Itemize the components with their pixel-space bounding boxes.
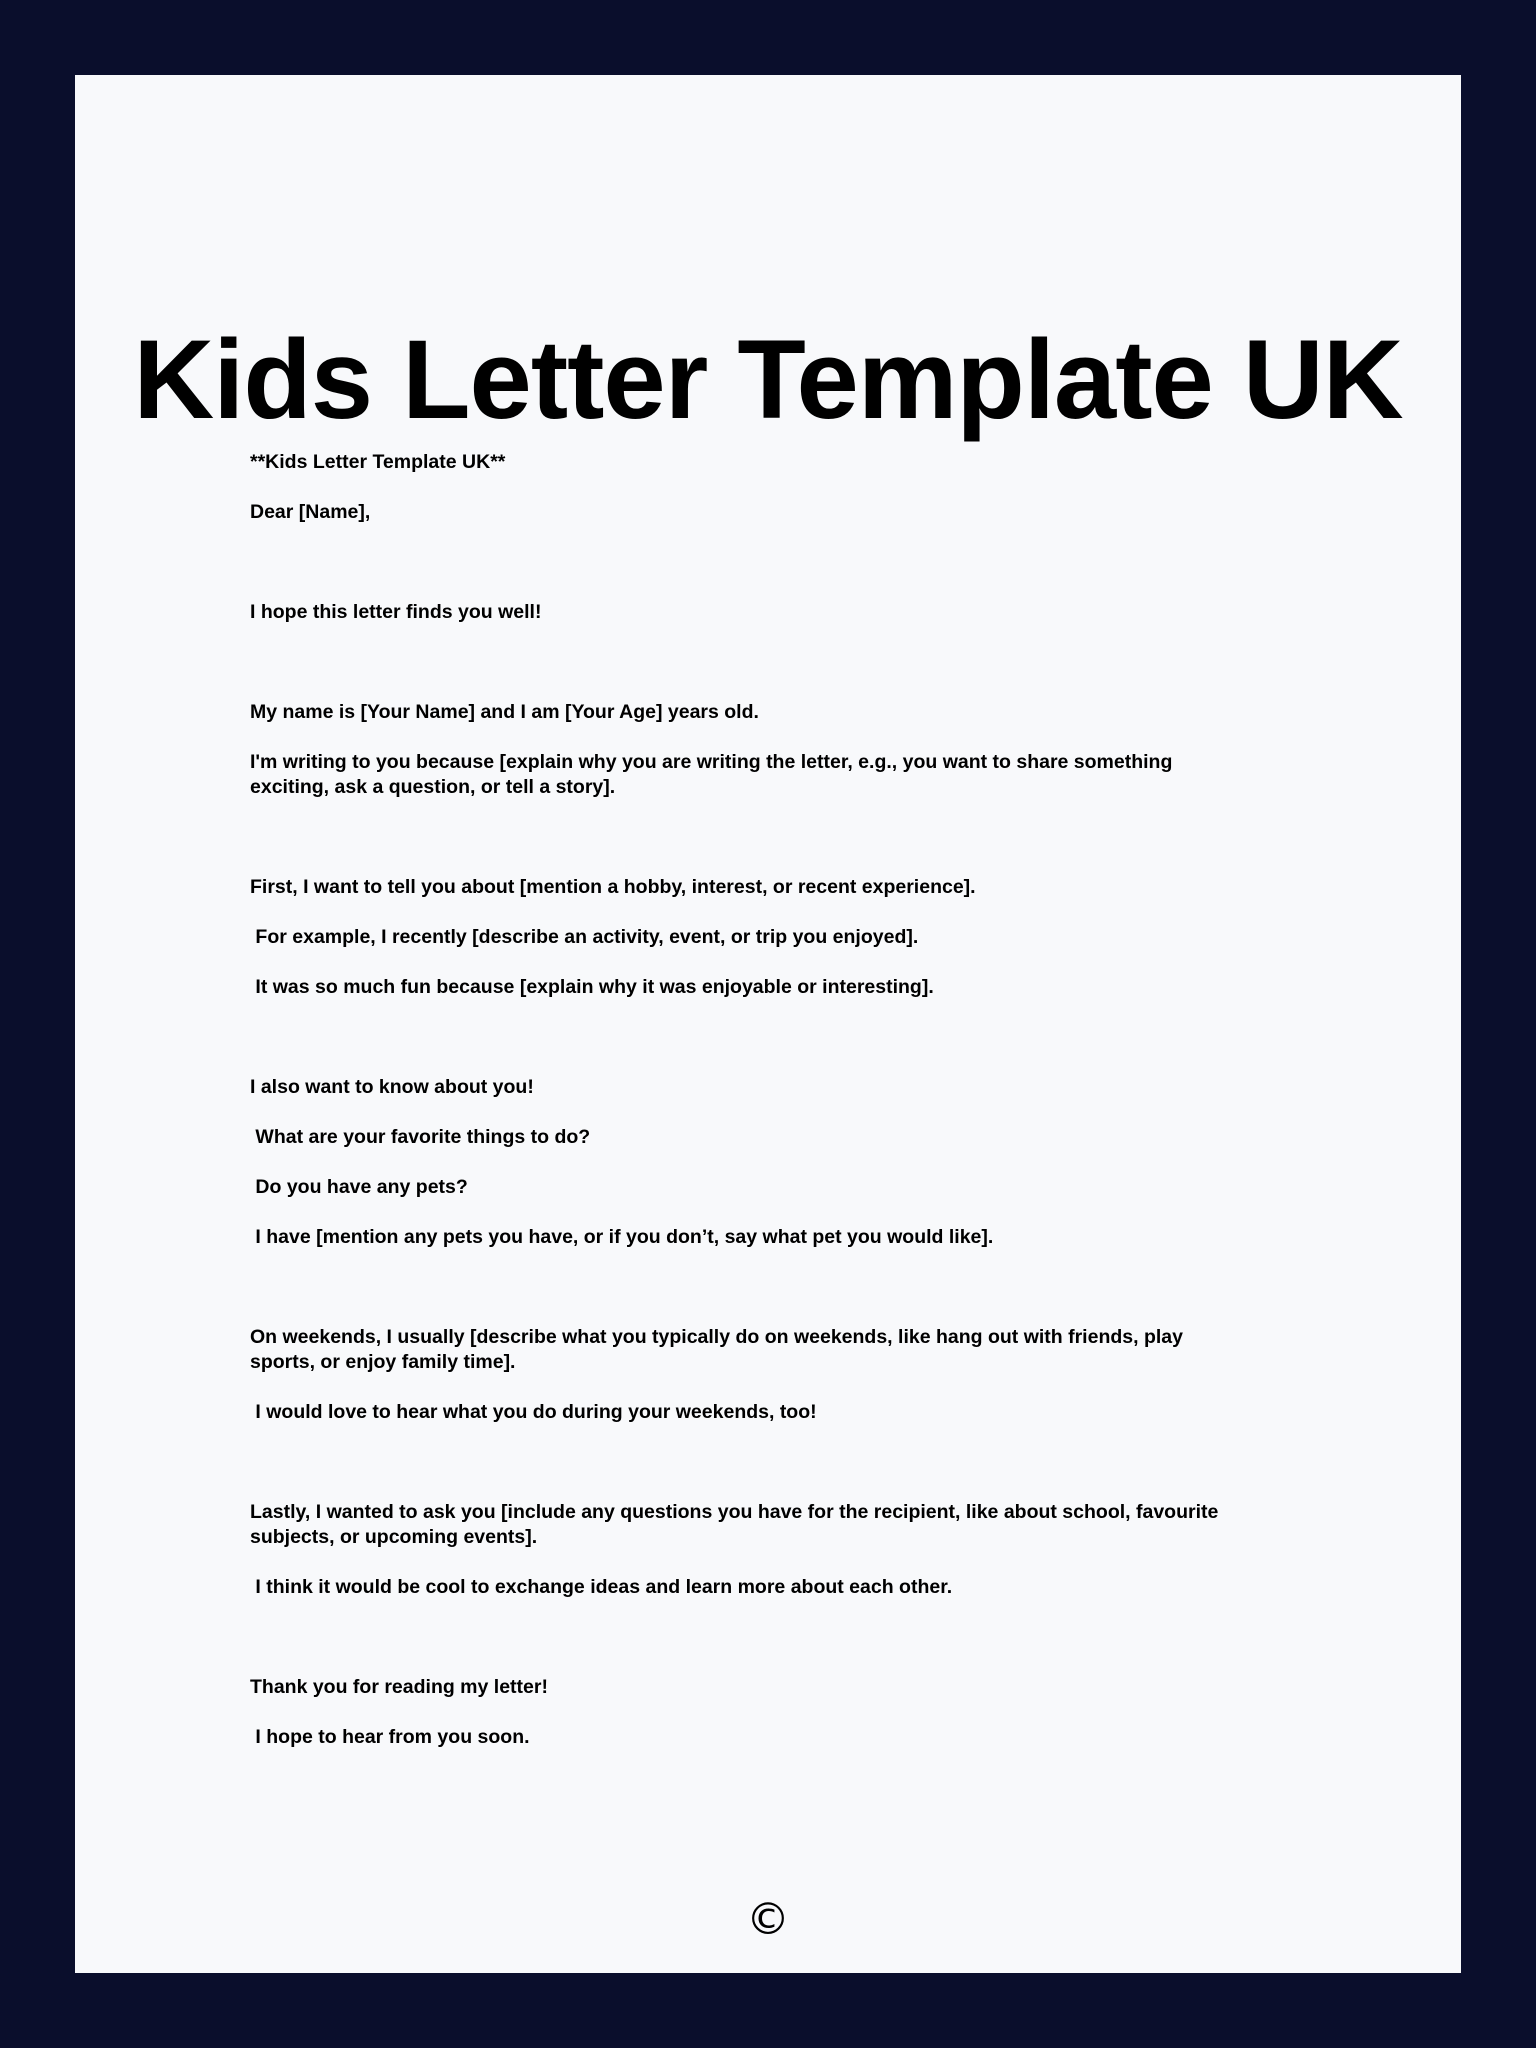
paragraph-line: For example, I recently [describe an activity, event, or trip you enjoyed]. (250, 926, 919, 948)
paragraph-line: I also want to know about you! (250, 1076, 534, 1098)
paragraph-line: On weekends, I usually [describe what you typically do on weekends, like hang out with friends, play sports, or enjoy family time]. (250, 1326, 1183, 1373)
closing-line: Thank you for reading my letter! (250, 1676, 548, 1698)
paragraph-line: I would love to hear what you do during your weekends, too! (250, 1401, 817, 1423)
paragraph-line: First, I want to tell you about [mention a hobby, interest, or recent experience]. (250, 876, 976, 898)
page-title: Kids Letter Template UK (133, 317, 1403, 442)
paragraph-line: I think it would be cool to exchange ideas and learn more about each other. (250, 1576, 953, 1598)
paragraph-line: It was so much fun because [explain why it was enjoyable or interesting]. (250, 976, 934, 998)
paragraph-line: Do you have any pets? (250, 1176, 468, 1198)
closing-line: I hope to hear from you soon. (250, 1726, 530, 1748)
paragraph-line: What are your favorite things to do? (250, 1126, 591, 1148)
paragraph-line: I have [mention any pets you have, or if you don’t, say what pet you would like]. (250, 1226, 994, 1248)
copyright-icon: © (746, 1894, 790, 1945)
paragraph-line: My name is [Your Name] and I am [Your Age] years old. (250, 701, 759, 723)
letter-page (75, 75, 1461, 1973)
paragraph-line: Lastly, I wanted to ask you [include any questions you have for the recipient, like about school, favourite subjects, or upcoming events]. (250, 1501, 1219, 1548)
greeting-line: Dear [Name], (250, 501, 371, 523)
paragraph-line: I hope this letter finds you well! (250, 601, 542, 623)
letter-heading-line: **Kids Letter Template UK** (250, 451, 506, 473)
paragraph-line: I'm writing to you because [explain why you are writing the letter, e.g., you want to share something exciting, ask a question, or tell a story]. (250, 751, 1173, 798)
